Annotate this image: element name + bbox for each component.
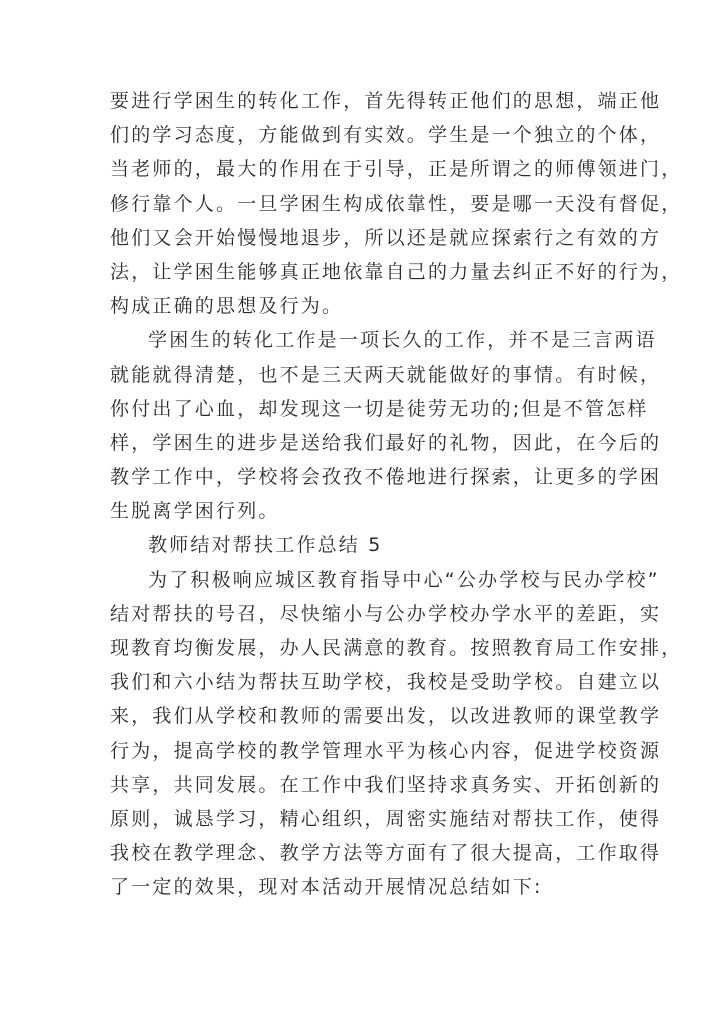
text-line: 为了积极响应城区教育指导中心“公办学校与民办学校” xyxy=(148,568,660,591)
text-line: 教学工作中，学校将会孜孜不倦地进行探索，让更多的学困 xyxy=(110,466,662,489)
text-line: 行为，提高学校的教学管理水平为核心内容，促进学校资源 xyxy=(110,739,662,762)
text-line: 学困生的转化工作是一项长久的工作，并不是三言两语 xyxy=(148,329,657,352)
text-line: 法，让学困生能够真正地依靠自己的力量去纠正不好的行为， xyxy=(110,260,683,283)
text-line: 当老师的，最大的作用在于引导，正是所谓之的师傅领进门， xyxy=(110,158,683,181)
text-line: 我们和六小结为帮扶互助学校，我校是受助学校。自建立以 xyxy=(110,671,662,694)
text-line: 我校在教学理念、教学方法等方面有了很大提高，工作取得 xyxy=(110,842,662,865)
text-line: 共享，共同发展。在工作中我们坚持求真务实、开拓创新的 xyxy=(110,773,662,796)
text-line: 他们又会开始慢慢地退步，所以还是就应探索行之有效的方 xyxy=(110,226,662,249)
heading-text: 教师结对帮扶工作总结 5 xyxy=(148,534,383,557)
text-line: 们的学习态度，方能做到有实效。学生是一个独立的个体， xyxy=(110,124,662,147)
paragraph xyxy=(110,84,683,323)
text-line: 就能就得清楚，也不是三天两天就能做好的事情。有时候， xyxy=(110,363,662,386)
document-page xyxy=(110,84,683,905)
text-line: 来，我们从学校和教师的需要出发，以改进教师的课堂教学 xyxy=(110,705,662,728)
text-line: 了一定的效果，现对本活动开展情况总结如下: xyxy=(110,876,543,899)
paragraph xyxy=(110,323,662,528)
text-line: 生脱离学困行列。 xyxy=(110,500,280,523)
text-line: 要进行学困生的转化工作，首先得转正他们的思想，端正他 xyxy=(110,90,662,112)
text-line: 样，学困生的进步是送给我们最好的礼物，因此，在今后的 xyxy=(110,431,662,454)
text-line: 修行靠个人。一旦学困生构成依靠性，要是哪一天没有督促， xyxy=(110,192,683,215)
text-line: 原则，诚恳学习，精心组织，周密实施结对帮扶工作，使得 xyxy=(110,807,662,830)
text-line: 结对帮扶的号召，尽快缩小与公办学校办学水平的差距，实 xyxy=(110,602,662,625)
text-line: 构成正确的思想及行为。 xyxy=(110,295,344,318)
paragraph xyxy=(110,563,683,905)
text-line: 你付出了心血，却发现这一切是徒劳无功的;但是不管怎样 xyxy=(110,397,649,420)
text-line: 现教育均衡发展，办人民满意的教育。按照教育局工作安排， xyxy=(110,637,683,659)
section-heading xyxy=(110,528,620,562)
